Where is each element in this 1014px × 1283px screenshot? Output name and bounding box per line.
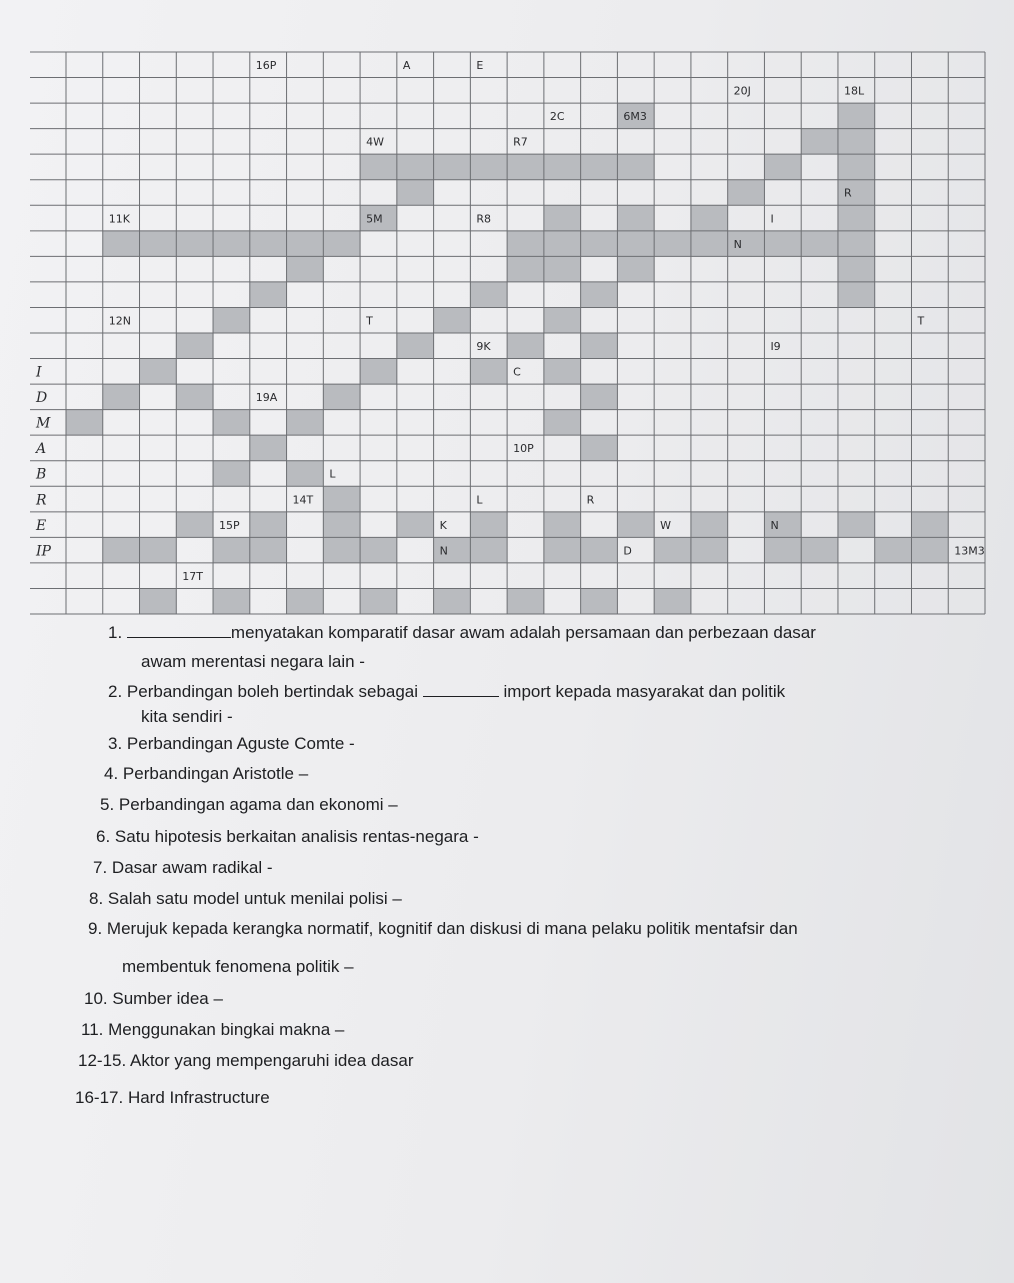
shaded-cell: [838, 205, 875, 231]
shaded-cell: [103, 537, 140, 563]
clue-number: 9.: [88, 919, 103, 938]
shaded-cell: [581, 282, 618, 308]
clue-number: 1.: [108, 623, 123, 642]
shaded-cell: [838, 154, 875, 180]
clue-text: Hard Infrastructure: [127, 1088, 270, 1107]
clue-number: 10.: [84, 989, 108, 1008]
clue-2-continued: kita sendiri -: [141, 707, 233, 726]
grid-letter: N: [770, 518, 779, 532]
shaded-cell: [250, 512, 287, 538]
grid-letter: 11K: [108, 212, 130, 226]
grid-letter: 5M: [366, 212, 383, 226]
clue-number: 5.: [100, 795, 115, 814]
shaded-cell: [617, 154, 654, 180]
clue-number: 4.: [104, 764, 119, 783]
shaded-cell: [544, 512, 581, 538]
shaded-cell: [507, 333, 544, 359]
shaded-cell: [213, 410, 250, 436]
shaded-cell: [323, 512, 360, 538]
shaded-cell: [691, 231, 728, 257]
shaded-cell: [838, 129, 875, 155]
grid-letter: L: [329, 467, 336, 481]
shaded-cell: [581, 537, 618, 563]
handwritten-letter: E: [36, 517, 47, 534]
clue-10: [84, 988, 223, 1010]
grid-letter: C: [513, 365, 521, 379]
shaded-cell: [360, 359, 397, 385]
grid-letter: W: [660, 518, 672, 532]
clue-number: 7.: [93, 858, 108, 877]
grid-letter: K: [439, 518, 447, 532]
shaded-cell: [801, 537, 838, 563]
shaded-cell: [617, 512, 654, 538]
clue-9: [88, 918, 798, 940]
shaded-cell: [838, 256, 875, 282]
answer-blank[interactable]: [423, 681, 499, 697]
grid-letter: 13M3: [954, 544, 985, 558]
shaded-cell: [911, 537, 948, 563]
answer-blank[interactable]: [127, 622, 231, 638]
shaded-cell: [323, 486, 360, 512]
handwritten-letter: M: [36, 415, 51, 432]
handwritten-letter: D: [36, 390, 48, 407]
grid-letter: R8: [476, 212, 492, 226]
grid-letter: 15P: [219, 518, 240, 532]
clue-text: Aktor yang mempengaruhi idea dasar: [130, 1051, 414, 1070]
shaded-cell: [103, 231, 140, 257]
shaded-cell: [140, 588, 177, 614]
shaded-cell: [213, 231, 250, 257]
shaded-cell: [581, 384, 618, 410]
shaded-cell: [764, 231, 801, 257]
grid-letter: R7: [513, 135, 528, 149]
shaded-cell: [544, 410, 581, 436]
shaded-cell: [250, 282, 287, 308]
grid-letter: I: [770, 212, 774, 226]
shaded-cell: [213, 307, 250, 333]
grid-letter: 16P: [255, 59, 277, 72]
clue-number: 3.: [108, 734, 123, 753]
grid-letter: R: [586, 493, 595, 507]
clue-number: 12-15.: [78, 1051, 127, 1070]
grid-letter: L: [476, 493, 483, 507]
clue-text: import kepada masyarakat dan politik: [503, 682, 786, 701]
shaded-cell: [397, 154, 434, 180]
clue-number: 16-17.: [75, 1088, 124, 1107]
clue-5: [100, 794, 398, 816]
shaded-cell: [213, 461, 250, 487]
grid-letter: 14T: [292, 493, 314, 507]
shaded-cell: [250, 537, 287, 563]
grid-letter: I9: [770, 340, 781, 353]
shaded-cell: [323, 537, 360, 563]
shaded-cell: [140, 537, 177, 563]
shaded-cell: [764, 154, 801, 180]
shaded-cell: [544, 231, 581, 257]
clue-7: [93, 857, 273, 879]
shaded-cell: [323, 384, 360, 410]
shaded-cell: [287, 461, 324, 487]
shaded-cell: [397, 512, 434, 538]
shaded-cell: [617, 231, 654, 257]
clue-text: Satu hipotesis berkaitan analisis rentas-negara -: [114, 827, 479, 846]
shaded-cell: [654, 231, 691, 257]
clue-11: [81, 1019, 344, 1041]
shaded-cell: [103, 384, 140, 410]
grid-letter: 10P: [513, 442, 534, 456]
clue-16-17: [75, 1087, 270, 1109]
shaded-cell: [544, 307, 581, 333]
shaded-cell: [654, 537, 691, 563]
handwritten-letter: IP: [36, 543, 51, 560]
shaded-cell: [140, 359, 177, 385]
clue-number: 8.: [89, 889, 104, 908]
grid-letter: 18L: [843, 84, 865, 98]
clue-1-continued: awam merentasi negara lain -: [141, 652, 365, 671]
handwritten-letter: I: [36, 364, 42, 381]
shaded-cell: [434, 588, 471, 614]
clue-number: 6.: [96, 827, 111, 846]
grid-letter: 12N: [108, 314, 131, 328]
clue-text: Perbandingan agama dan ekonomi –: [118, 795, 398, 814]
shaded-cell: [617, 205, 654, 231]
shaded-cell: [176, 231, 213, 257]
shaded-cell: [507, 231, 544, 257]
shaded-cell: [581, 154, 618, 180]
clue-9-continued: membentuk fenomena politik –: [122, 957, 354, 976]
crossword-grid[interactable]: [0, 0, 1014, 640]
shaded-cell: [470, 359, 507, 385]
handwritten-letter: A: [36, 441, 47, 458]
grid-letter: N: [733, 237, 742, 251]
shaded-cell: [544, 154, 581, 180]
shaded-cell: [66, 410, 103, 436]
clue-12-15: [78, 1050, 414, 1072]
shaded-cell: [764, 537, 801, 563]
shaded-cell: [397, 180, 434, 206]
shaded-cell: [176, 333, 213, 359]
clue-number: 11.: [81, 1020, 104, 1039]
clue-3: [108, 733, 355, 755]
shaded-cell: [507, 588, 544, 614]
grid-letter: 17T: [182, 569, 203, 583]
shaded-cell: [470, 154, 507, 180]
shaded-cell: [213, 537, 250, 563]
shaded-cell: [434, 307, 471, 333]
shaded-cell: [581, 435, 618, 461]
shaded-cell: [544, 537, 581, 563]
shaded-cell: [581, 231, 618, 257]
clue-8: [89, 888, 402, 910]
shaded-cell: [654, 588, 691, 614]
clue-text: Menggunakan bingkai makna –: [108, 1020, 345, 1039]
shaded-cell: [287, 256, 324, 282]
grid-letter: T: [917, 314, 925, 328]
shaded-cell: [875, 537, 912, 563]
clue-text: Perbandingan boleh bertindak sebagai: [126, 682, 419, 701]
shaded-cell: [581, 588, 618, 614]
grid-letter: D: [623, 544, 632, 558]
shaded-cell: [691, 512, 728, 538]
shaded-cell: [470, 282, 507, 308]
shaded-cell: [176, 512, 213, 538]
grid-letter: 9K: [476, 340, 491, 353]
shaded-cell: [213, 588, 250, 614]
shaded-cell: [360, 154, 397, 180]
grid-letter: T: [366, 314, 373, 328]
shaded-cell: [544, 256, 581, 282]
shaded-cell: [250, 231, 287, 257]
clue-text: Merujuk kepada kerangka normatif, kognitif dan diskusi di mana pelaku politik mentafsir dan: [106, 919, 798, 938]
shaded-cell: [838, 231, 875, 257]
shaded-cell: [544, 359, 581, 385]
shaded-cell: [838, 512, 875, 538]
shaded-cell: [250, 435, 287, 461]
shaded-cell: [911, 512, 948, 538]
grid-letter: 4W: [366, 135, 384, 149]
grid-letter: N: [439, 544, 448, 558]
shaded-cell: [140, 231, 177, 257]
shaded-cell: [287, 410, 324, 436]
clue-4: [104, 763, 308, 785]
clue-2: [108, 681, 785, 703]
shaded-cell: [617, 256, 654, 282]
clue-text: Salah satu model untuk menilai polisi –: [107, 889, 402, 908]
clue-text: Sumber idea –: [112, 989, 223, 1008]
shaded-cell: [507, 154, 544, 180]
clue-text: Perbandingan Aristotle –: [122, 764, 309, 783]
clue-6: [96, 826, 479, 848]
shaded-cell: [470, 537, 507, 563]
shaded-cell: [323, 231, 360, 257]
shaded-cell: [397, 333, 434, 359]
clue-text: menyatakan komparatif dasar awam adalah persamaan dan perbezaan dasar: [230, 623, 816, 642]
shaded-cell: [801, 231, 838, 257]
shaded-cell: [470, 512, 507, 538]
grid-letter: 2C: [549, 110, 565, 124]
shaded-cell: [691, 537, 728, 563]
shaded-cell: [360, 588, 397, 614]
shaded-cell: [838, 103, 875, 129]
shaded-cell: [360, 537, 397, 563]
shaded-cell: [691, 205, 728, 231]
shaded-cell: [581, 333, 618, 359]
shaded-cell: [176, 384, 213, 410]
grid-letter: 19A: [255, 391, 278, 405]
grid-letter: A: [402, 59, 411, 72]
grid-letter: E: [476, 59, 484, 72]
shaded-cell: [507, 256, 544, 282]
shaded-cell: [728, 180, 765, 206]
shaded-cell: [838, 282, 875, 308]
shaded-cell: [287, 231, 324, 257]
shaded-cell: [434, 154, 471, 180]
clue-text: Perbandingan Aguste Comte -: [126, 734, 355, 753]
clue-number: 2.: [108, 682, 123, 701]
grid-letter: 6M3: [623, 110, 647, 124]
shaded-cell: [287, 588, 324, 614]
clue-1: [108, 622, 816, 644]
handwritten-letter: R: [36, 492, 47, 509]
shaded-cell: [544, 205, 581, 231]
shaded-cell: [801, 129, 838, 155]
handwritten-letter: B: [36, 466, 47, 483]
grid-letter: R: [843, 186, 852, 200]
clue-text: Dasar awam radikal -: [111, 858, 273, 877]
grid-letter: 20J: [733, 84, 751, 98]
